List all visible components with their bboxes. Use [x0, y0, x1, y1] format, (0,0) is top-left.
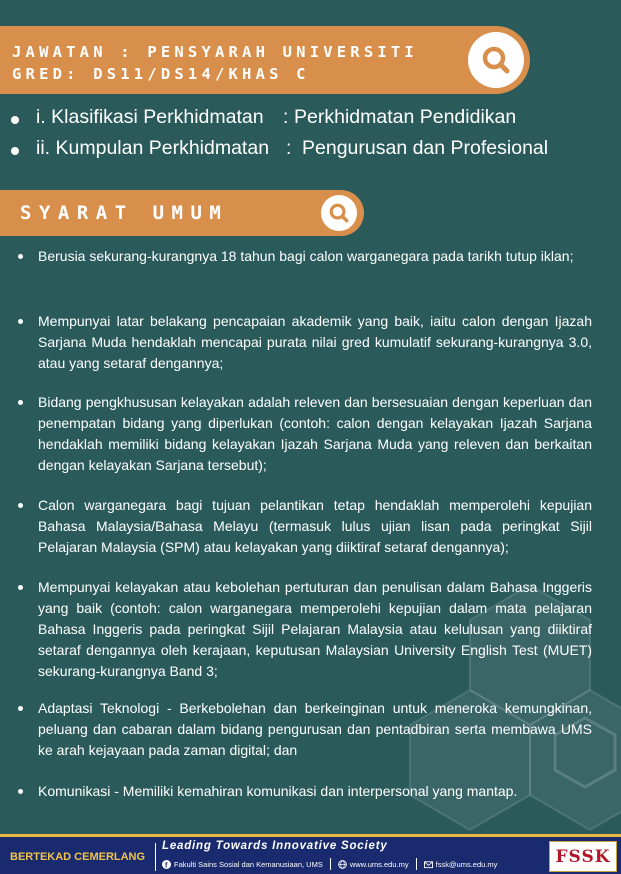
bullet [18, 400, 23, 405]
list-item [38, 577, 592, 682]
header-search-button[interactable] [468, 32, 524, 88]
job-grade: GRED: DS11/DS14/KHAS C [12, 65, 310, 83]
search-icon [479, 43, 513, 77]
section-title: SYARAT UMUM [20, 202, 229, 224]
mail-icon [424, 860, 433, 869]
requirement-text: Mempunyai latar belakang pencapaian akademik yang baik, iaitu calon dengan Ijazah Sarjana Muda hendaklah mencapai purata nilai gred kumulatif sekurang-kurangnya 3.0, atau yang setaraf dengannya; [38, 313, 592, 371]
classification-item [0, 137, 621, 163]
classification-separator: : [286, 137, 292, 159]
divider [416, 858, 417, 870]
facebook-label: Fakulti Sains Sosial dan Kemanusiaan, UMS [174, 859, 323, 869]
svg-text:f: f [165, 860, 168, 869]
bullet [18, 706, 23, 711]
search-icon [327, 201, 351, 225]
email-label: fssk@ums.edu.my [435, 859, 498, 869]
logo-text: FSSK [555, 846, 611, 867]
classification-separator: : [283, 106, 289, 128]
classification-item [0, 106, 621, 132]
fssk-logo [549, 841, 617, 872]
list-item [38, 311, 592, 374]
bullet [18, 254, 23, 259]
bullet [18, 789, 23, 794]
footer [0, 834, 621, 874]
footer-tagline: BERTEKAD CEMERLANG [10, 851, 146, 863]
bullet [18, 503, 23, 508]
list-item [38, 698, 592, 761]
globe-icon [338, 860, 347, 869]
header-banner [0, 26, 530, 94]
section-heading [0, 190, 364, 236]
list-item [38, 495, 592, 558]
website-link[interactable] [338, 860, 409, 869]
requirement-text: Bidang pengkhususan kelayakan adalah releven dan bersesuaian dengan keperluan dan penempatan bidang yang diperlukan (contoh: calon dengan kelayakan Ijazah Sarjana hendaklah memiliki bidang kelayakan Ijazah Sarjana Muda yang releven dan berkaitan dengan kelayakan Sarjana tersebut); [38, 394, 592, 473]
bullet [18, 585, 23, 590]
bullet [11, 147, 19, 155]
list-item [38, 781, 592, 802]
footer-links [162, 857, 497, 871]
job-title: JAWATAN : PENSYARAH UNIVERSITI [12, 43, 418, 61]
requirement-text: Mempunyai kelayakan atau kebolehan pertuturan dan penulisan dalam Bahasa Inggeris yang baik (contoh: calon warganegara memperolehi kepujian dalam mata pelajaran Bahasa Inggeris pada peringkat Sijil Pelajaran Malaysia atau kelulusan yang diiktiraf setaraf dengannya oleh kerajaan, keputusan Malaysian University English Test (MUET) sekurang-kurangnya Band 3; [38, 579, 592, 679]
classification-key: i. Klasifikasi Perkhidmatan [36, 106, 264, 128]
classification-value: Perkhidmatan Pendidikan [294, 106, 517, 128]
classification-key: ii. Kumpulan Perkhidmatan [36, 137, 270, 159]
requirement-text: Berusia sekurang-kurangnya 18 tahun bagi calon warganegara pada tarikh tutup iklan; [38, 248, 574, 264]
classification-value: Pengurusan dan Profesional [302, 137, 549, 159]
footer-slogan: Leading Towards Innovative Society [162, 840, 388, 852]
bullet [11, 116, 19, 124]
divider [155, 843, 156, 871]
requirement-text: Adaptasi Teknologi - Berkebolehan dan berkeinginan untuk meneroka kemungkinan, peluang dan cabaran dalam bidang pengurusan dan pentadbiran serta membawa UMS ke arah kejayaan pada zaman digital; dan [38, 700, 592, 758]
list-item [38, 392, 592, 476]
email-link[interactable] [424, 860, 498, 869]
requirement-text: Calon warganegara bagi tujuan pelantikan tetap hendaklah memperolehi kepujian Bahasa Malaysia/Bahasa Melayu (termasuk lulus ujian lisan pada peringkat Sijil Pelajaran Malaysia (SPM) atau kelayakan yang diiktiraf setaraf dengannya); [38, 497, 592, 555]
section-search-button[interactable] [321, 195, 357, 231]
facebook-icon [162, 860, 171, 869]
website-label: www.ums.edu.my [349, 859, 409, 869]
divider [330, 858, 331, 870]
requirement-text: Komunikasi - Memiliki kemahiran komunikasi dan interpersonal yang mantap. [38, 783, 518, 799]
bullet [18, 319, 23, 324]
facebook-link[interactable] [162, 860, 323, 869]
list-item [38, 246, 592, 267]
